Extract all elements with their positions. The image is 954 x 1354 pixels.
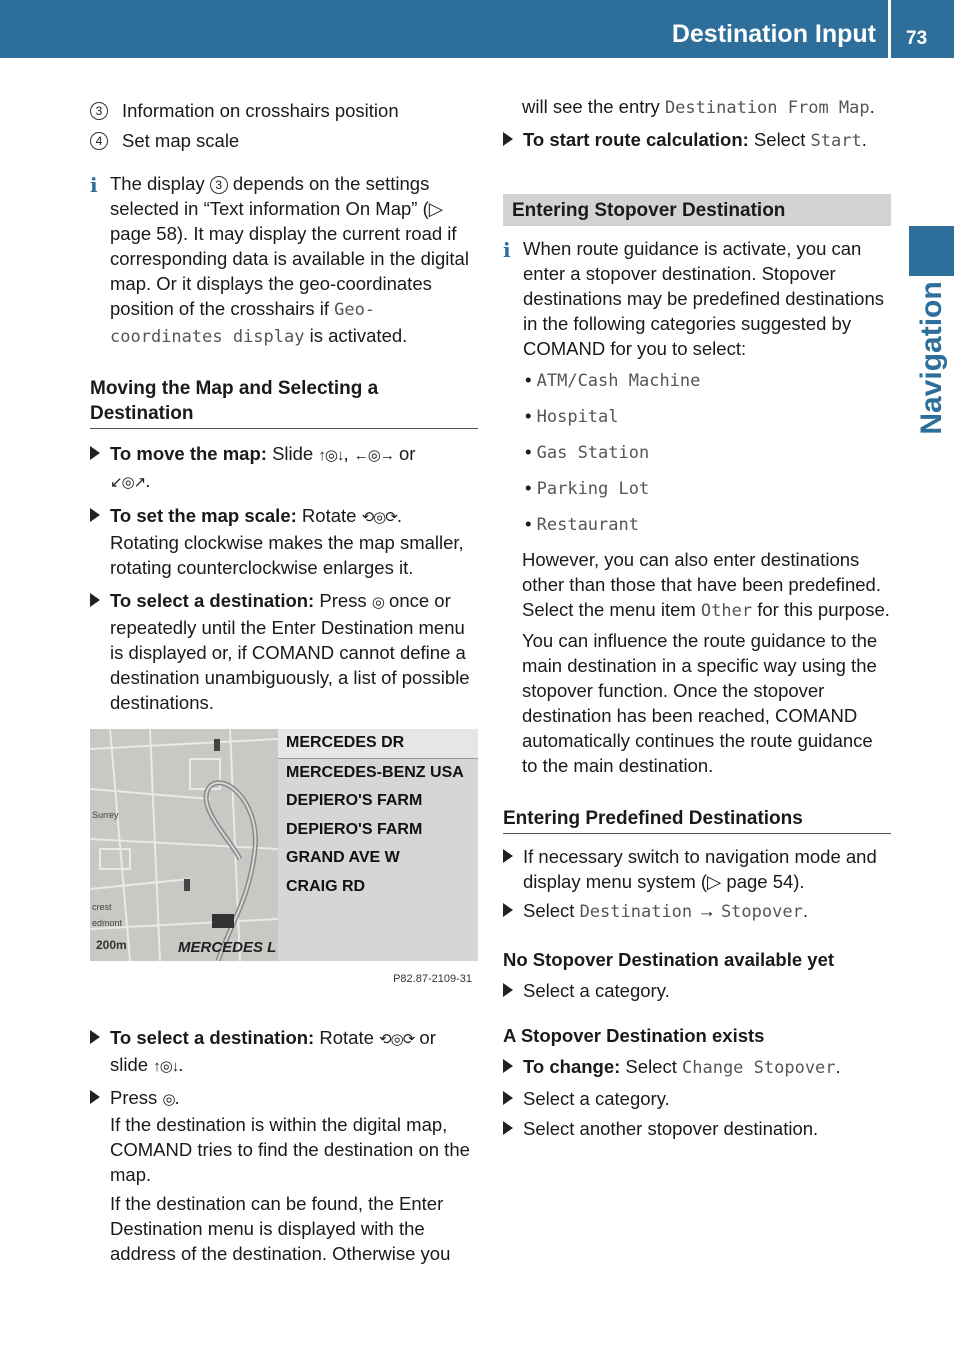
header-title: Destination Input	[671, 20, 876, 48]
category-item: • Hospital	[525, 405, 619, 427]
step-arrow-icon	[503, 983, 513, 997]
left-column	[90, 98, 478, 1266]
step-item: Select a category.	[503, 978, 891, 1003]
right-column	[503, 94, 891, 1141]
step-arrow-icon	[503, 1091, 513, 1105]
controller-slide-icon: ↑◎↓	[318, 447, 344, 464]
step-item: If necessary switch to navigation mode and display menu system (▷ page 54).	[503, 844, 891, 894]
category-list	[503, 367, 891, 538]
page-number: 73	[906, 28, 928, 49]
info-paragraph: The display 3 depends on the settings selected in “Text information On Map” (▷ page 58). It may display the current road if corresponding data is available in the digital map. Or it displays the geo-coordinates position of the crosshairs if Geo-coordinates display is activated.	[110, 173, 469, 347]
map-scale: 200m	[96, 938, 127, 952]
controller-rotate-icon: ⟲◎⟳	[361, 509, 397, 526]
map-screenshot-figure	[90, 729, 478, 989]
step-arrow-icon	[90, 593, 100, 607]
callout-3-icon: 3	[90, 102, 108, 120]
figure-code: P82.87-2109-31	[393, 973, 472, 985]
step-item: To select a destination: Press ◎ once or repeatedly until the Enter Destination menu is displayed or, if COMAND cannot define a destination unambiguously, a list of possible destinations.	[90, 588, 478, 715]
section-bar-heading: Entering Stopover Destination	[503, 194, 891, 226]
destination-list	[278, 729, 478, 961]
step-item: To set the map scale: Rotate ⟲◎⟳. Rotating clockwise makes the map smaller, rotating counterclockwise enlarges it.	[90, 503, 478, 580]
step-arrow-icon	[503, 1121, 513, 1135]
legend-item	[90, 128, 478, 153]
side-tab-label: Navigation	[915, 281, 948, 435]
destination-list-item[interactable]: GRAND AVE W	[286, 849, 400, 866]
callout-4-icon: 4	[90, 132, 108, 150]
step-arrow-icon	[503, 132, 513, 146]
category-item: • ATM/Cash Machine	[525, 369, 701, 391]
step-item: To start route calculation: Select Start.	[503, 127, 891, 154]
step-arrow-icon	[90, 1030, 100, 1044]
controller-slide-icon: ↑◎↓	[153, 1058, 179, 1075]
destination-list-item[interactable]: DEPIERO'S FARM	[286, 820, 423, 838]
callout-3-icon: 3	[210, 176, 228, 194]
controller-press-icon: ◎	[371, 594, 384, 611]
map-label: Surrey	[92, 810, 119, 820]
step-arrow-icon	[503, 1059, 513, 1073]
header-divider	[888, 0, 891, 58]
controller-slide-icon: ←◎→	[353, 447, 394, 464]
destination-list-item[interactable]: CRAIG RD	[286, 877, 366, 895]
map-view	[90, 729, 278, 961]
legend-text: Set map scale	[122, 130, 240, 151]
map-label: crest	[92, 902, 112, 912]
map-street-name: MERCEDES L	[178, 939, 277, 956]
destination-list-item[interactable]: MERCEDES DR	[278, 729, 478, 759]
section-heading: Moving the Map and Selecting a Destination	[90, 376, 478, 429]
body-paragraph: However, you can also enter destinations other than those that have been predefined. Select the menu item Other for this purpose.	[522, 549, 890, 621]
step-arrow-icon	[90, 446, 100, 460]
step-item: Select Destination → Stopover.	[503, 898, 891, 925]
step-item: To select a destination: Rotate ⟲◎⟳ or slide ↑◎↓.	[90, 1025, 478, 1079]
step-arrow-icon	[503, 903, 513, 917]
subsection-heading: A Stopover Destination exists	[503, 1025, 765, 1046]
step-item: To change: Select Change Stopover.	[503, 1054, 891, 1081]
info-note: i When route guidance is activate, you can enter a stopover destination. Stopover destinations may be predefined destinations in the following categories suggested by COMAND for you to select:	[503, 238, 884, 359]
controller-slide-icon: ↙◎↗	[110, 474, 146, 491]
step-arrow-icon	[90, 1090, 100, 1104]
legend-item	[90, 98, 478, 123]
step-item: Select a category.	[503, 1086, 891, 1111]
side-tab-marker	[909, 226, 954, 276]
continued-text: will see the entry Destination From Map.	[522, 96, 875, 118]
controller-rotate-icon: ⟲◎⟳	[379, 1031, 415, 1048]
info-icon: i	[90, 173, 98, 197]
step-item: Select another stopover destination.	[503, 1116, 891, 1141]
info-note	[90, 171, 478, 350]
step-arrow-icon	[90, 508, 100, 522]
legend-text: Information on crosshairs position	[122, 100, 399, 121]
map-label: edmont	[92, 918, 123, 928]
category-item: • Parking Lot	[525, 477, 650, 499]
step-item: To move the map: Slide ↑◎↓, ←◎→ or ↙◎↗.	[90, 441, 478, 495]
category-item: • Gas Station	[525, 441, 650, 463]
step-arrow-icon	[503, 849, 513, 863]
info-icon: i	[503, 238, 511, 262]
category-item: • Restaurant	[525, 513, 639, 535]
subsection-heading: No Stopover Destination available yet	[503, 949, 835, 970]
body-paragraph: You can influence the route guidance to the main destination in a specific way using the stopover function. Once the stopover destination has been reached, COMAND automatically continues the route guidance to the main destination.	[522, 630, 878, 776]
destination-list-item[interactable]: DEPIERO'S FARM	[286, 792, 423, 809]
controller-press-icon: ◎	[162, 1091, 175, 1108]
section-heading: Entering Predefined Destinations	[503, 806, 891, 834]
step-item: Press ◎. If the destination is within the digital map, COMAND tries to find the destination on the map. If the destination can be found, the Enter Destination menu is displayed with the address of the destination. Otherwise you	[90, 1085, 478, 1266]
destination-list-item[interactable]: MERCEDES-BENZ USA	[286, 763, 464, 781]
page-header	[0, 0, 954, 58]
